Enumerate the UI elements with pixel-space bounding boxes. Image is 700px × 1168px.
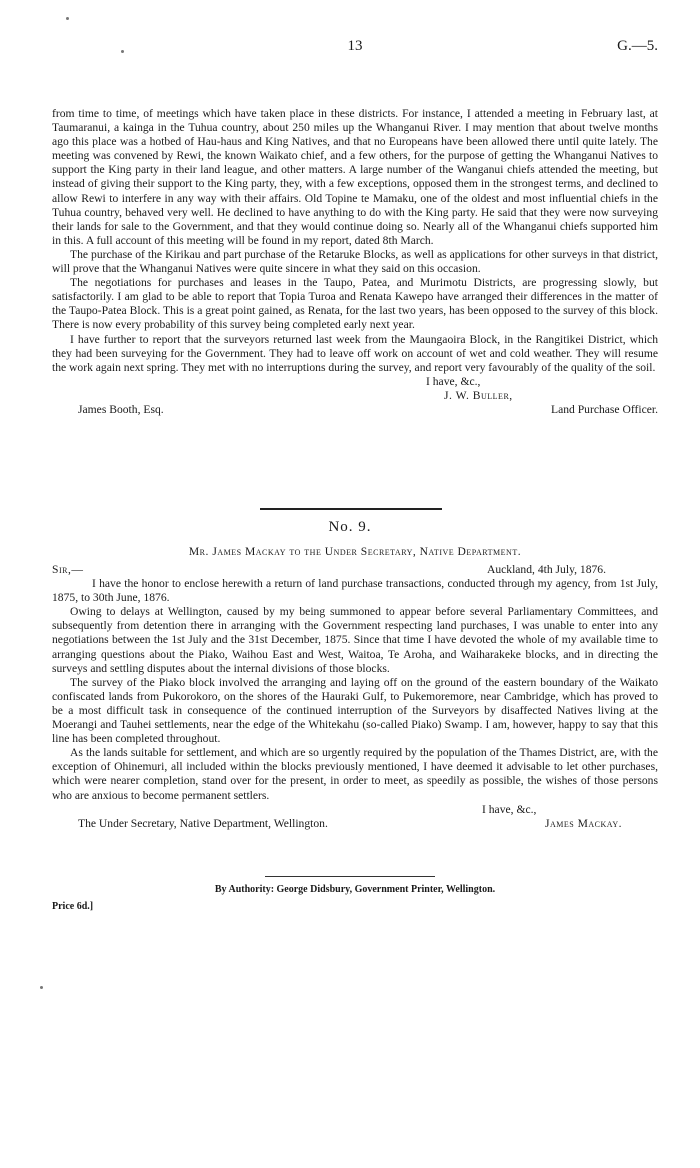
letter-no8-body [52,107,658,417]
signature: J. W. Buller, [444,388,513,402]
scan-speck [66,17,69,20]
paragraph: Owing to delays at Wellington, caused by my being summoned to appear before several Parliamentary Committees, and subsequently from detention there in arranging with the Government respecting land purchases, I was unable to enter into any negotiations between the 1st July and the 31st December, 1875. Since that time I have devoted the whole of my available time to arranging questions about the Piako, Waihou East and West, Waitoa, Te Aroha, and Waiharakeke blocks, and in directing the surveys and settling disputes about the internal divisions of those blocks. [52,605,658,675]
recipient: James Booth, Esq. [78,402,164,416]
paragraph: The survey of the Piako block involved the arranging and laying off on the ground of the eastern boundary of the Waikato confiscated lands from Pukorokoro, on the shores of the Hauraki Gulf, to Pukemoremore, near Cambridge, which has proved to be a most difficult task in consequence of the continued interruption of the Surveyors by disaffected Natives living at the Moerangi and Tauhei settlements, near the edge of the Whitekahu (so-called Piako) Swamp. I am, however, happy to say that this line has been completed throughout. [52,675,658,746]
signature-line [52,817,658,831]
page-number: 13 [347,38,363,54]
section-number: No. 9. [328,519,372,535]
document-reference: G.—5. [617,38,658,54]
printer-authority: By Authority: George Didsbury, Government Printer, Wellington. [214,884,496,895]
salutation-line [52,563,658,577]
paragraph: The purchase of the Kirikau and part purchase of the Retaruke Blocks, as well as applications for other surveys in that district, will prove that the Whanganui Natives were quite sincere in what they said on this occasion. [52,247,658,276]
price-note: Price 6d.] [52,901,94,912]
scan-speck [40,986,43,989]
paragraph: I have the honor to enclose herewith a return of land purchase transactions, conducted through my agency, from 1st July, 1875, to 30th June, 1876. [52,577,658,605]
closing: I have, &c., [426,374,481,388]
salutation: Sir,— [52,563,84,576]
closing: I have, &c., [482,802,537,816]
footer-divider [265,876,435,877]
signer-title: Land Purchase Officer. [551,402,658,416]
recipient: The Under Secretary, Native Department, Wellington. [78,816,328,830]
signature: James Mackay. [544,816,622,830]
section-divider [260,508,442,510]
letter-no9-body [52,563,658,831]
section-title: Mr. James Mackay to the Under Secretary, Native Department. [188,545,522,558]
paragraph: I have further to report that the surveyors returned last week from the Maungaoira Block, in the Rangitikei District, which they had been surveying for the Government. They had to leave off work on account of wet and cold weather. They will resume the work again next spring. They met with no interruptions during the survey, and report very favourably of the quality of the soil. [52,332,658,374]
paragraph: from time to time, of meetings which have taken place in these districts. For instance, I attended a meeting in February last, at Taumaranui, a kainga in the Tuhua country, about 250 miles up the Whanganui River. I may mention that about twelve months ago this place was a hotbed of Hau-haus and King Natives, and that no Europeans have been allowed there until quite lately. The meeting was convened by Rewi, the known Waikato chief, and a few others, for the purpose of getting the Whanganui Natives to support the King party in their land league, and other matters. A large number of the Wanganui chiefs attended the meeting, but instead of giving their support to the King party, they, with a few exceptions, opposed them in the strongest terms, and declined to allow Rewi to interfere in any way with their affairs. Old Topine te Mamaku, one of the oldest and most influential chiefs in the Tuhua country, behaved very well. He declined to have anything to do with the King party. He said that they were now surveying their lands for sale to the Government, and that they would continue doing so. Nearly all of the Whanganui chiefs supported him in this. A full account of this meeting will be found in my report, dated 8th March. [52,107,658,247]
place-date: Auckland, 4th July, 1876. [486,563,606,576]
paragraph: The negotiations for purchases and leases in the Taupo, Patea, and Murimotu Districts, are progressing slowly, but satisfactorily. I am glad to be able to report that Topia Turoa and Renata Kawepo have arranged their differences in the matter of the Taupo-Patea Block. This is a great point gained, as Renata, for the last two years, has been opposed to the survey of this block. There is now every probability of this survey being completed early next year. [52,276,658,332]
signature-line [52,403,658,417]
page-header [52,38,658,58]
paragraph: As the lands suitable for settlement, and which are so urgently required by the population of the Thames District, are, with the exception of Ohinemuri, all included within the blocks previously mentioned, I have deemed it advisable to let other purchases, which were nearer completion, stand over for the present, in order to meet, as speedily as possible, the wishes of those persons who are anxious to become permanent settlers. [52,746,658,802]
